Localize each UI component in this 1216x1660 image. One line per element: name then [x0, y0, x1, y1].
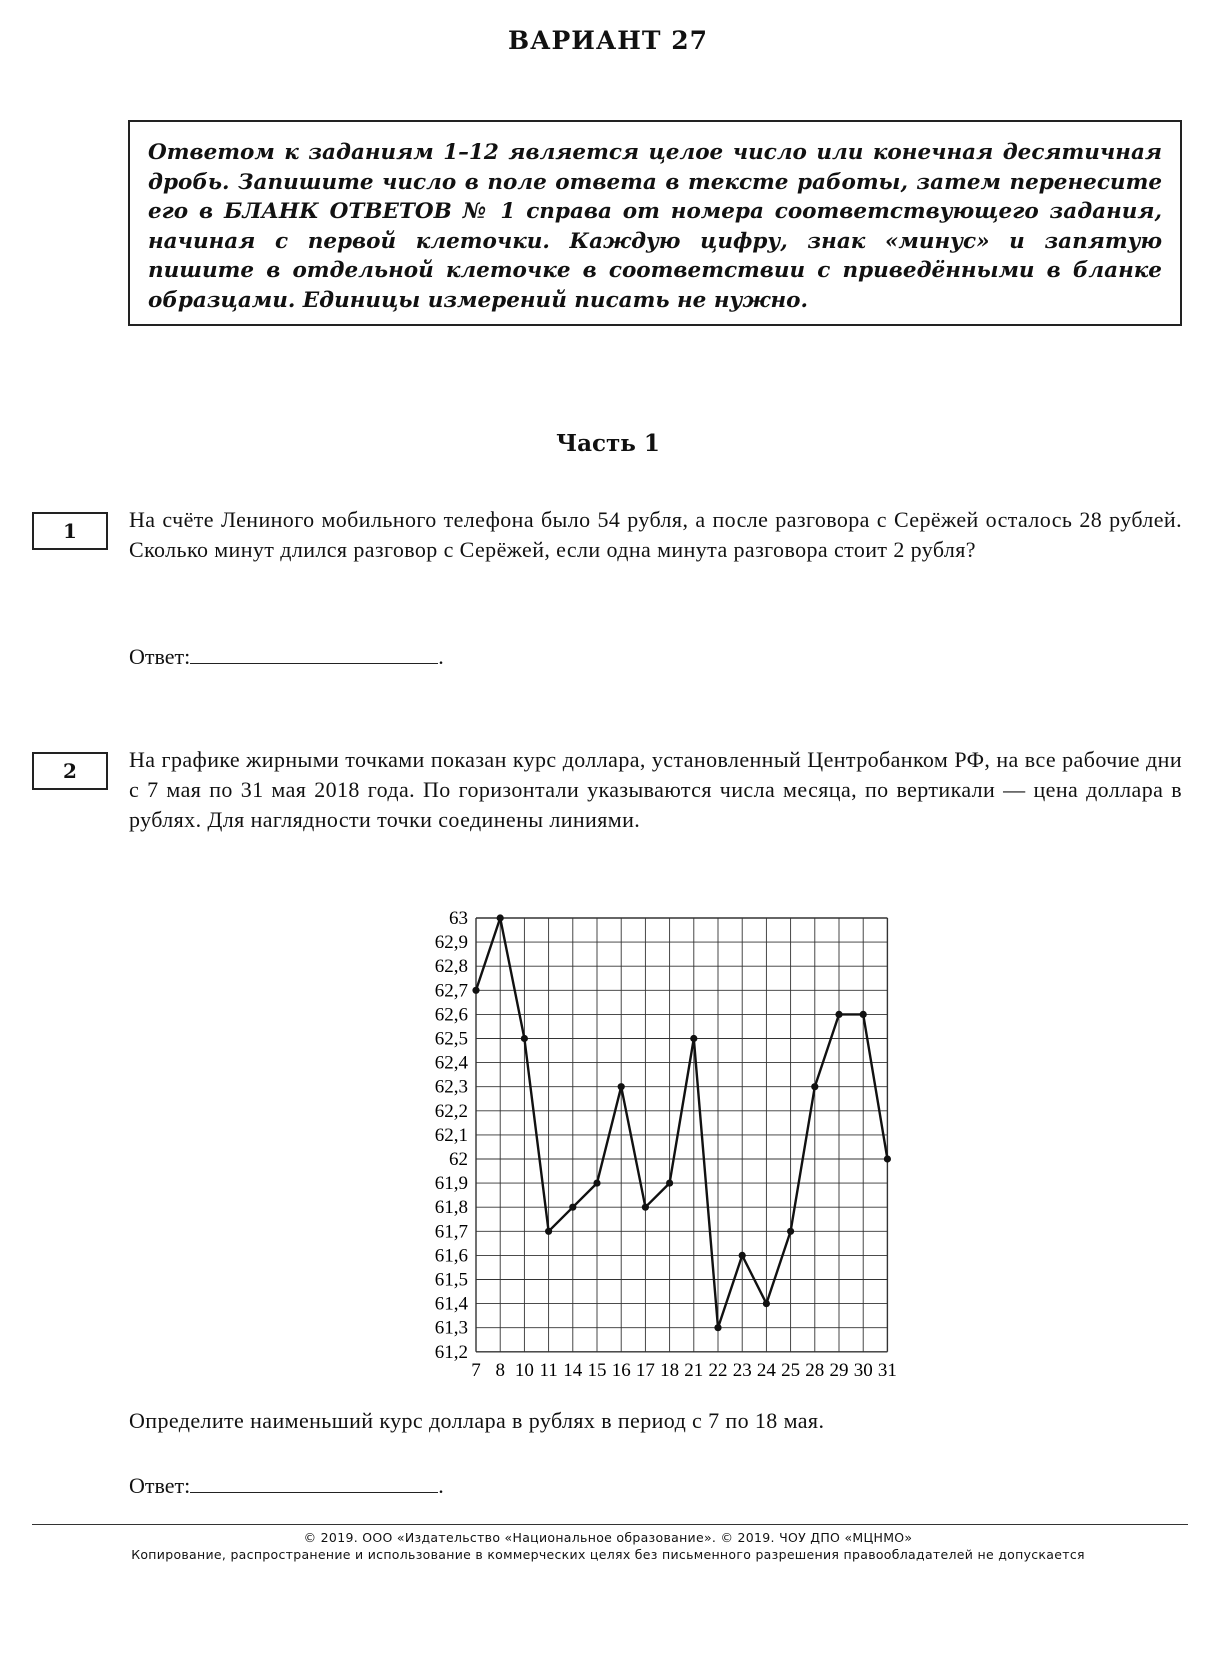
series-line: [476, 918, 887, 1328]
y-tick-label: 62,9: [434, 932, 468, 954]
footer-copyright: © 2019. ООО «Издательство «Национальное образование». © 2019. ЧОУ ДПО «МЦНМО»: [303, 1530, 913, 1545]
data-point: [860, 1011, 867, 1018]
x-tick-label: 18: [660, 1359, 680, 1380]
y-tick-label: 61,6: [434, 1245, 468, 1267]
task-1-answer: [129, 643, 444, 670]
data-point: [545, 1228, 552, 1235]
x-tick-label: 11: [539, 1359, 558, 1380]
data-point: [472, 987, 479, 994]
y-tick-label: 61,3: [434, 1317, 468, 1339]
data-point: [739, 1252, 746, 1259]
y-tick-label: 63: [449, 908, 468, 929]
instructions-text: Ответом к заданиям 1–12 является целое число или конечная десятичная дробь. Запишите число в поле ответа в тексте работы, затем перенесите его в БЛАНК ОТВЕТОВ № 1 справа от номера соответствующего задания, начиная с первой клеточки. Каждую цифру, знак «минус» и запятую пишите в отдельной клеточке в соответствии с приведёнными в бланке образцами. Единицы измерений писать не нужно.: [148, 140, 1162, 313]
x-tick-label: 29: [829, 1359, 849, 1380]
footer-divider: [32, 1524, 1188, 1525]
dollar-rate-chart: [0, 890, 1216, 1380]
data-point: [593, 1180, 600, 1187]
x-tick-label: 8: [495, 1359, 505, 1380]
y-tick-label: 61,4: [434, 1293, 468, 1315]
x-tick-label: 22: [708, 1359, 728, 1380]
data-point: [763, 1300, 770, 1307]
y-tick-label: 61,5: [434, 1269, 468, 1291]
y-tick-label: 61,8: [434, 1197, 468, 1219]
instructions-box: [128, 120, 1182, 326]
chart-series: [472, 914, 891, 1331]
data-point: [521, 1035, 528, 1042]
task-1-answer-end: .: [438, 644, 444, 669]
task-2-answer-end: .: [438, 1473, 444, 1498]
data-point: [618, 1083, 625, 1090]
data-point: [569, 1204, 576, 1211]
data-point: [666, 1180, 673, 1187]
task-2-number-box: 2: [32, 752, 108, 790]
task-1-answer-blank[interactable]: [190, 643, 438, 664]
y-tick-label: 62,5: [434, 1028, 468, 1050]
y-tick-label: 62,7: [434, 980, 468, 1002]
footer-notice: Копирование, распространение и использование в коммерческих целях без письменного разрешения правообладателей не допускается: [131, 1547, 1085, 1562]
x-tick-label: 23: [732, 1359, 752, 1380]
task-1-text: На счёте Лениного мобильного телефона было 54 рубля, а после разговора с Серёжей осталось 28 рублей. Сколько минут длился разговор с Серёжей, если одна минута разговора стоит 2 рубля?: [129, 507, 1182, 562]
y-tick-label: 62,2: [434, 1100, 468, 1122]
task-1-number-box: 1: [32, 512, 108, 550]
y-tick-label: 62,8: [434, 956, 468, 978]
x-tick-label: 28: [805, 1359, 825, 1380]
y-tick-label: 62: [449, 1149, 468, 1170]
y-tick-label: 61,7: [434, 1221, 468, 1243]
data-point: [497, 914, 504, 921]
x-tick-label: 21: [684, 1359, 704, 1380]
x-tick-label: 30: [853, 1359, 873, 1380]
x-tick-label: 31: [877, 1359, 897, 1380]
x-tick-label: 25: [781, 1359, 801, 1380]
data-point: [787, 1228, 794, 1235]
task-2-answer: [129, 1472, 444, 1499]
y-tick-label: 62,6: [434, 1004, 468, 1026]
x-tick-label: 17: [635, 1359, 655, 1380]
y-tick-label: 62,4: [434, 1052, 468, 1074]
y-tick-label: 61,9: [434, 1173, 468, 1195]
y-tick-label: 61,2: [434, 1341, 468, 1363]
page-title: ВАРИАНТ 27: [508, 26, 708, 55]
x-tick-label: 10: [514, 1359, 534, 1380]
x-tick-label: 16: [611, 1359, 631, 1380]
data-point: [642, 1204, 649, 1211]
task-1-answer-label: Ответ:: [129, 644, 191, 669]
data-point: [835, 1011, 842, 1018]
y-tick-label: 62,1: [434, 1124, 468, 1146]
chart-x-labels: [471, 1360, 897, 1380]
chart-y-labels: [435, 908, 469, 1363]
x-tick-label: 14: [563, 1359, 583, 1380]
x-tick-label: 7: [471, 1359, 481, 1380]
task-2-text: На графике жирными точками показан курс доллара, установленный Центробанком РФ, на все рабочие дни с 7 мая по 31 мая 2018 года. По горизонтали указываются числа месяца, по вертикали — цена доллара в рублях. Для наглядности точки соединены линиями.: [129, 747, 1182, 832]
chart-grid: [476, 918, 887, 1352]
task-2-question: Определите наименьший курс доллара в рублях в период с 7 по 18 мая.: [129, 1408, 825, 1433]
part-title: Часть 1: [556, 430, 660, 457]
task-2-answer-blank[interactable]: [190, 1472, 438, 1493]
data-point: [884, 1155, 891, 1162]
task-2-answer-label: Ответ:: [129, 1473, 191, 1498]
data-point: [714, 1324, 721, 1331]
x-tick-label: 15: [587, 1359, 607, 1380]
data-point: [811, 1083, 818, 1090]
x-tick-label: 24: [756, 1359, 776, 1380]
y-tick-label: 62,3: [434, 1076, 468, 1098]
data-point: [690, 1035, 697, 1042]
